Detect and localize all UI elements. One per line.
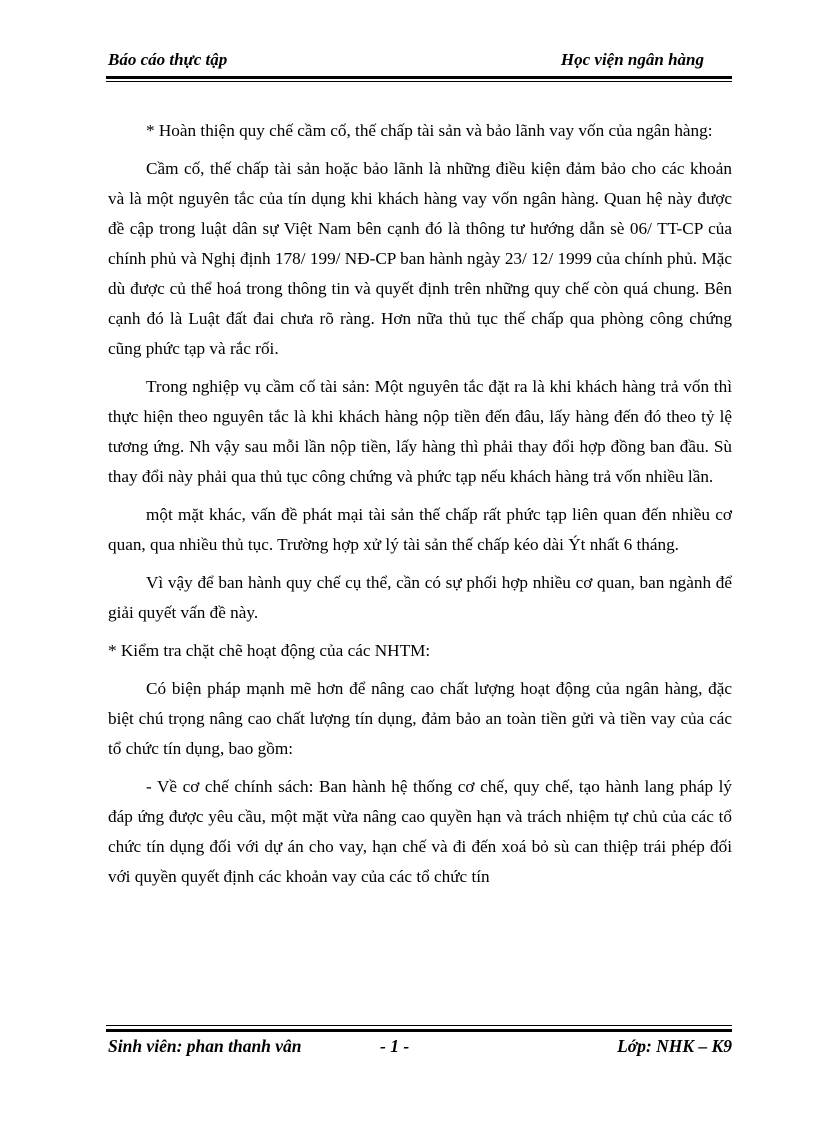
paragraph-collateral-overview: Cầm cố, thế chấp tài sản hoặc bảo lãnh là những điều kiện đảm bảo cho các khoản và là một nguyên tắc của tín dụng khi khách hàng vay vốn ngân hàng. Quan hệ này được đề cập trong luật dân sự Việt Nam bên cạnh đó là thông tư hướng dẫn sè 06/ TT-CP của chính phủ và Nghị định 178/ 199/ NĐ-CP ban hành ngày 23/ 12/ 1999 của chính phủ. Mặc dù được củ thể hoá trong thông tin và quyết định trên những quy chế còn quá chung. Bên cạnh đó là Luật đất đai chưa rõ ràng. Hơn nữa thủ tục thế chấp qua phòng công chứng cũng phức tạp và rắc rối. bbox=[108, 159, 732, 358]
footer-rule-thick bbox=[106, 1029, 732, 1032]
page-footer bbox=[108, 1036, 732, 1060]
paragraph-asset-liquidation: một mặt khác, vấn đề phát mại tài sản thế chấp rất phức tạp liên quan đến nhiều cơ quan, qua nhiều thủ tục. Trường hợp xử lý tài sản thế chấp kéo dài Ýt nhất 6 tháng. bbox=[108, 505, 732, 554]
paragraph-heading-inspection: * Kiểm tra chặt chẽ hoạt động của các NHTM: bbox=[108, 641, 431, 660]
paragraph-coordination: Vì vậy để ban hành quy chế cụ thể, cần có sự phối hợp nhiều cơ quan, ban ngành để giải quyết vấn đề này. bbox=[108, 573, 732, 622]
footer-class: Lớp: NHK – K9 bbox=[617, 1036, 732, 1056]
footer-page-number: - 1 - bbox=[380, 1036, 410, 1056]
header-report-title: Báo cáo thực tập bbox=[108, 50, 228, 69]
paragraph-heading-collateral: * Hoàn thiện quy chế cầm cố, thế chấp tài sản và bảo lãnh vay vốn của ngân hàng: bbox=[146, 121, 713, 140]
paragraph-quality-measures: Có biện pháp mạnh mẽ hơn để nâng cao chất lượng hoạt động của ngân hàng, đặc biệt chú trọng nâng cao chất lượng tín dụng, đảm bảo an toàn tiền gửi và tiền vay của các tổ chức tín dụng, bao gồm: bbox=[108, 679, 732, 758]
header-rule-thick bbox=[106, 76, 732, 79]
paragraph-pledge-operations: Trong nghiệp vụ cầm cố tài sản: Một nguyên tắc đặt ra là khi khách hàng trả vốn thì thực hiện theo nguyên tắc là khi khách hàng nộp tiền đến đâu, lấy hàng đến đó theo tỷ lệ tương ứng. Nh vậy sau mỗi lần nộp tiền, lấy hàng thì phải thay đổi hợp đồng ban đầu. Sù thay đổi này phải qua thủ tục công chứng và phức tạp nếu khách hàng trả vốn nhiều lần. bbox=[108, 377, 732, 486]
page-header bbox=[108, 50, 708, 74]
header-institution: Học viện ngân hàng bbox=[560, 50, 704, 69]
footer-student: Sinh viên: phan thanh vân bbox=[108, 1036, 302, 1056]
header-rule-thin bbox=[106, 81, 732, 82]
paragraph-policy-mechanism: - Về cơ chế chính sách: Ban hành hệ thống cơ chế, quy chế, tạo hành lang pháp lý đáp ứng được yêu cầu, một mặt vừa nâng cao quyền hạn và trách nhiệm tự chủ của các tổ chức tín dụng đối với dự án cho vay, hạn chế và đi đến xoá bỏ sù can thiệp trái phép đối với quyền quyết định các khoản vay của các tổ chức tín bbox=[108, 777, 732, 886]
footer-rule-thin bbox=[106, 1025, 732, 1026]
document-body bbox=[108, 116, 732, 900]
